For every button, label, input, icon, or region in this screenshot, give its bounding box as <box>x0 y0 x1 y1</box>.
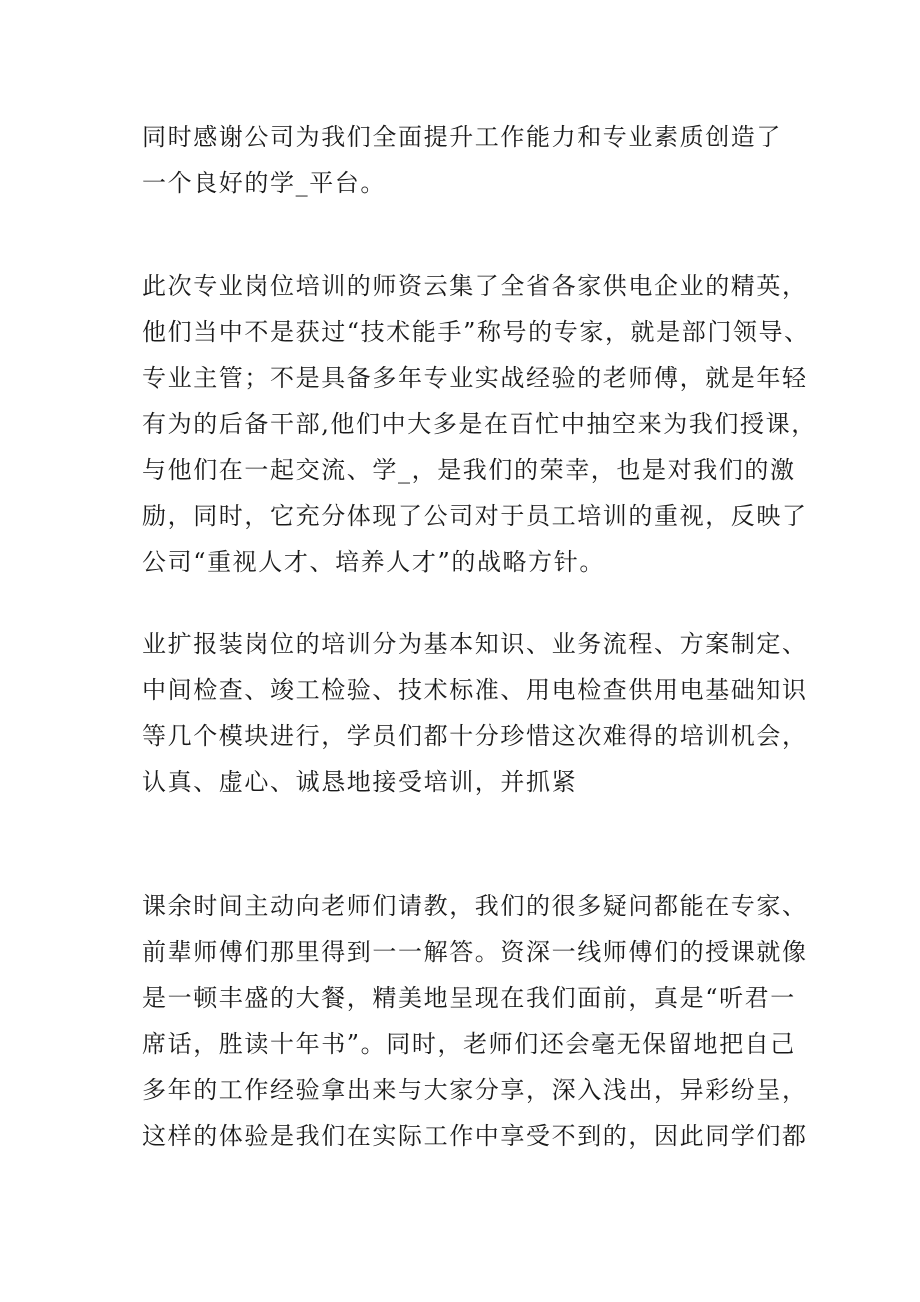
text-line: 有为的后备干部,他们中大多是在百忙中抽空来为我们授课， <box>142 410 817 438</box>
text-line: 同时感谢公司为我们全面提升工作能力和专业素质创造了 <box>142 123 782 151</box>
text-line: 励，同时，它充分体现了公司对于员工培训的重视，反映了 <box>142 502 808 530</box>
text-line: 一个良好的学_平台。 <box>142 169 386 197</box>
text-line: 等几个模块进行，学员们都十分珍惜这次难得的培训机会， <box>142 722 808 750</box>
text-line: 他们当中不是获过“技术能手”称号的专家，就是部门领导、 <box>142 318 810 346</box>
text-line: 此次专业岗位培训的师资云集了全省各家供电企业的精英， <box>142 272 808 300</box>
text-line: 公司“重视人才、培养人才”的战略方针。 <box>142 548 605 576</box>
text-line: 这样的体验是我们在实际工作中享受不到的，因此同学们都 <box>142 1122 808 1150</box>
text-line: 与他们在一起交流、学_，是我们的荣幸，也是对我们的激 <box>142 456 796 484</box>
text-line: 认真、虚心、诚恳地接受培训，并抓紧 <box>142 768 578 796</box>
paragraph-3 <box>142 621 808 805</box>
text-line: 前辈师傅们那里得到一一解答。资深一线师傅们的授课就像 <box>142 938 808 966</box>
text-line: 业扩报装岗位的培训分为基本知识、业务流程、方案制定、 <box>142 630 808 658</box>
paragraph-2 <box>142 263 817 585</box>
text-line: 专业主管；不是具备多年专业实战经验的老师傅，就是年轻 <box>142 364 808 392</box>
paragraph-1 <box>142 114 802 206</box>
text-line: 多年的工作经验拿出来与大家分享，深入浅出，异彩纷呈， <box>142 1076 808 1104</box>
text-line: 席话，胜读十年书”。同时，老师们还会毫无保留地把自己 <box>142 1030 796 1058</box>
text-line: 课余时间主动向老师们请教，我们的很多疑问都能在专家、 <box>142 892 808 920</box>
text-line: 是一顿丰盛的大餐，精美地呈现在我们面前，真是“听君一 <box>142 984 796 1012</box>
text-line: 中间检查、竣工检验、技术标准、用电检查供用电基础知识 <box>142 676 808 704</box>
paragraph-4 <box>142 883 808 1159</box>
